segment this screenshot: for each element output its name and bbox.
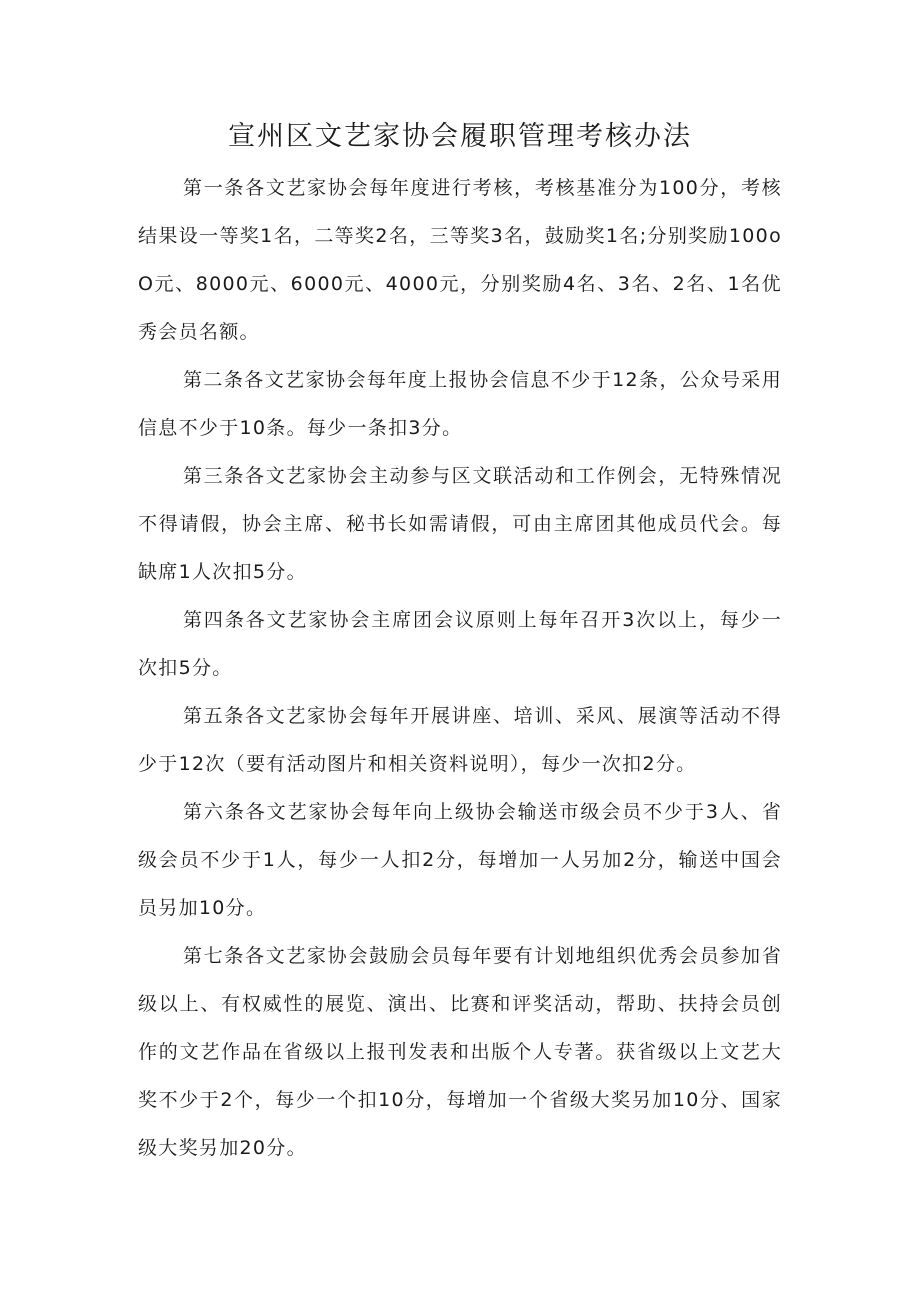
article-5: 第五条各文艺家协会每年开展讲座、培训、采风、展演等活动不得少于12次（要有活动图片和相关资料说明），每少一次扣2分。: [138, 705, 782, 775]
article-2: 第二条各文艺家协会每年度上报协会信息不少于12条，公众号采用信息不少于10条。每少一条扣3分。: [138, 369, 782, 439]
article-6: 第六条各文艺家协会每年向上级协会输送市级会员不少于3人、省级会员不少于1人，每少一人扣2分，每增加一人另加2分，输送中国会员另加10分。: [138, 801, 782, 919]
article-7: 第七条各文艺家协会鼓励会员每年要有计划地组织优秀会员参加省级以上、有权威性的展览、演出、比赛和评奖活动，帮助、扶持会员创作的文艺作品在省级以上报刊发表和出版个人专著。获省级以上文艺大奖不少于2个，每少一个扣10分，每增加一个省级大奖另加10分、国家级大奖另加20分。: [138, 945, 782, 1159]
article-4: 第四条各文艺家协会主席团会议原则上每年召开3次以上，每少一次扣5分。: [138, 609, 782, 679]
article-3: 第三条各文艺家协会主动参与区文联活动和工作例会，无特殊情况不得请假，协会主席、秘书长如需请假，可由主席团其他成员代会。每缺席1人次扣5分。: [138, 465, 782, 583]
article-1: 第一条各文艺家协会每年度进行考核，考核基准分为100分，考核结果设一等奖1名，二等奖2名，三等奖3名，鼓励奖1名;分别奖励100oO元、8000元、6000元、4000元，分别奖励4名、3名、2名、1名优秀会员名额。: [138, 177, 782, 343]
document-title: 宣州区文艺家协会履职管理考核办法: [228, 121, 692, 152]
document-body: [138, 164, 782, 1172]
